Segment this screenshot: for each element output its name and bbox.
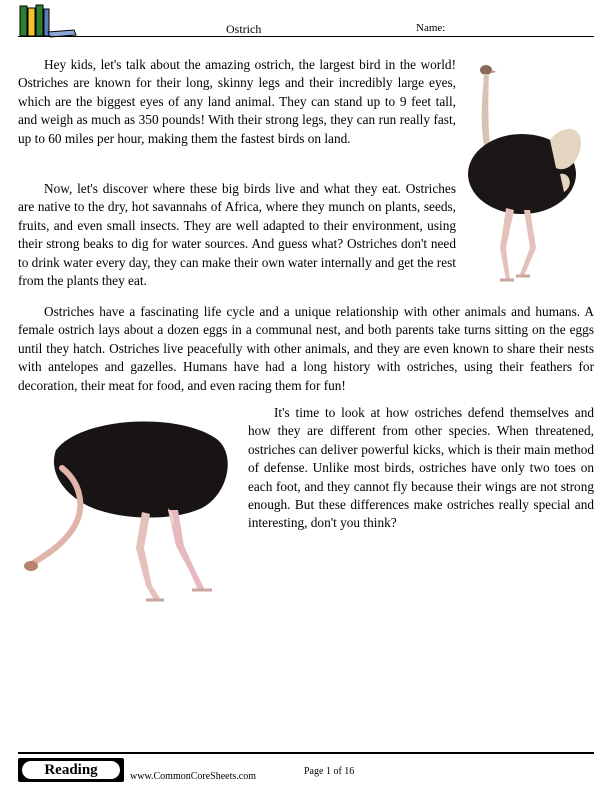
- site-url: www.CommonCoreSheets.com: [130, 771, 257, 782]
- paragraph-life-cycle: Ostriches have a fascinating life cycle and a unique relationship with other animals and humans. A female ostrich lays about a dozen eggs in a communal nest, and both parents take turns sitting on the eggs until they hatch. Ostriches live peacefully with other animals, and they are even known to share their nests with antelopes and gazelles. Humans have had a long history with ostriches, using their feathers for decoration, their meat for food, and even racing them for fun!: [18, 304, 594, 393]
- ostrich-standing-image: [460, 62, 590, 284]
- page-number: Page 1 of 16: [304, 766, 355, 777]
- name-label: Name:: [416, 22, 446, 34]
- paragraph-intro: Hey kids, let's talk about the amazing ostrich, the largest bird in the world! Ostriches are known for their long, skinny legs and their incredibly large eyes, which are the biggest eyes of any land animal. They can stand up to 9 feet tall, and weigh as much as 350 pounds! With their strong legs, they can run really fast, up to 60 miles per hour, making them the fastest birds on land.: [18, 57, 456, 146]
- paragraph-defense: It's time to look at how ostriches defend themselves and how they are different from other species. When threatened, ostriches can deliver powerful kicks, which is their main method of defense. Unlike most birds, ostriches have only two toes on each foot, and they cannot fly because their wings are not strong enough. But these differences make ostriches really special and interesting, don't you think?: [248, 405, 594, 531]
- page-title: Ostrich: [226, 22, 262, 36]
- ostrich-feeding-image: [22, 410, 244, 610]
- paragraph-habitat: Now, let's discover where these big birds live and what they eat. Ostriches are native to the dry, hot savannahs of Africa, where they munch on plants, seeds, fruits, and even small insects. They are well adapted to their environment, using their strong beaks to dig for water sources. And guess what? Ostriches don't need to drink water every day, they can make their own water internally and get the rest from the plants they eat.: [18, 181, 456, 289]
- header-divider: [18, 36, 594, 37]
- reading-badge: [18, 758, 124, 782]
- books-icon: [18, 4, 78, 38]
- reading-badge-label: Reading: [22, 761, 120, 779]
- footer-divider: [18, 752, 594, 754]
